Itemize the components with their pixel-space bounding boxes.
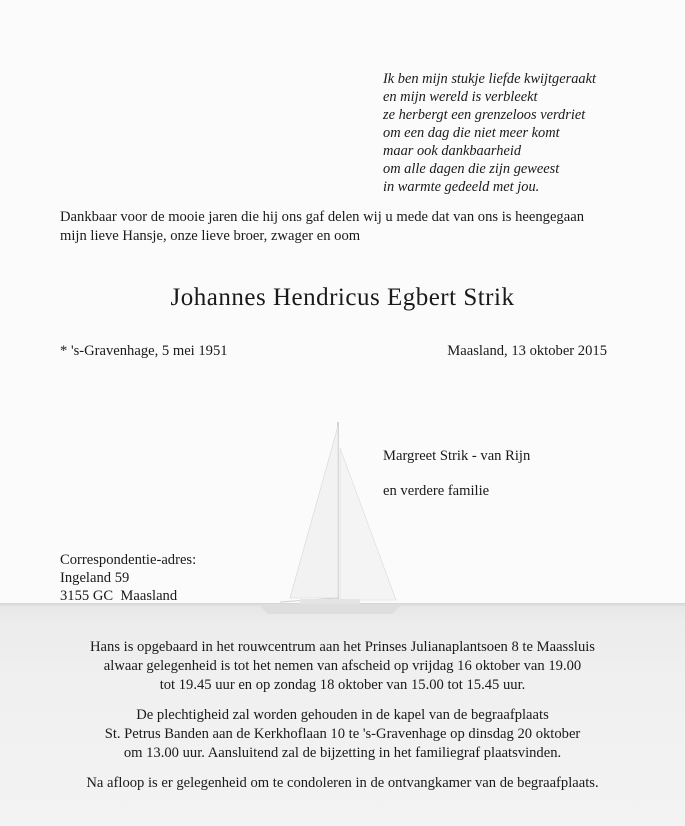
address-street: Ingeland 59: [60, 570, 130, 586]
info-line: om 13.00 uur. Aansluitend zal de bijzetting in het familiegraf plaatsvinden.: [123, 745, 562, 761]
correspondence-address: [60, 551, 196, 605]
address-city: 3155 GC Maasland: [60, 588, 178, 604]
info-line: De plechtigheid zal worden gehouden in de kapel van de begraafplaats: [136, 707, 549, 723]
funeral-information: [0, 638, 685, 804]
poem-line: ze herbergt een grenzeloos verdriet: [383, 107, 586, 123]
address-label: Correspondentie-adres:: [60, 552, 197, 568]
announcement-intro: [60, 208, 650, 246]
poem: [383, 70, 673, 196]
poem-line: om een dag die niet meer komt: [383, 125, 560, 141]
poem-line: in warmte gedeeld met jou.: [383, 179, 540, 195]
intro-line: Dankbaar voor de mooie jaren die hij ons gaf delen wij u mede dat van ons is heengegaan: [60, 209, 584, 225]
info-line: alwaar gelegenheid is tot het nemen van afscheid op vrijdag 16 oktober van 19.00: [103, 658, 582, 674]
signatory-primary: Margreet Strik - van Rijn: [383, 448, 531, 464]
signatory-secondary: en verdere familie: [383, 483, 490, 499]
birth-info: * 's-Gravenhage, 5 mei 1951: [60, 343, 228, 359]
poem-line: maar ook dankbaarheid: [383, 143, 522, 159]
poem-line: Ik ben mijn stukje liefde kwijtgeraakt: [383, 71, 596, 87]
info-line: St. Petrus Banden aan de Kerkhoflaan 10 te 's-Gravenhage op dinsdag 20 oktober: [104, 726, 581, 742]
info-line: Hans is opgebaard in het rouwcentrum aan het Prinses Julianaplantsoen 8 te Maassluis: [90, 639, 595, 655]
info-line: Na afloop is er gelegenheid om te condoleren in de ontvangkamer van de begraafplaats.: [86, 775, 599, 791]
deceased-name: Johannes Hendricus Egbert Strik: [170, 284, 515, 311]
poem-line: en mijn wereld is verbleekt: [383, 89, 538, 105]
intro-line: mijn lieve Hansje, onze lieve broer, zwager en oom: [60, 228, 361, 244]
ceremony-paragraph: [0, 706, 685, 763]
poem-line: om alle dagen die zijn geweest: [383, 161, 560, 177]
death-info: Maasland, 13 oktober 2015: [447, 343, 607, 359]
condolence-paragraph: [0, 774, 685, 793]
viewing-paragraph: [0, 638, 685, 695]
info-line: tot 19.45 uur en op zondag 18 oktober van 15.00 tot 15.45 uur.: [159, 677, 526, 693]
